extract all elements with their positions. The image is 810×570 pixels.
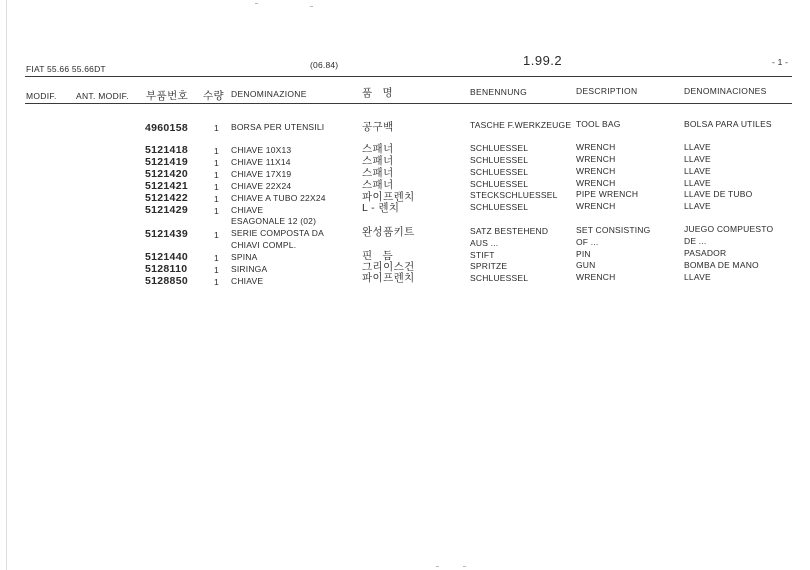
col-quantity-kr: 수량 xyxy=(203,90,225,102)
benennung: STIFT xyxy=(470,250,495,260)
quantity: 1 xyxy=(214,123,219,133)
name-kr: 그리이스건 xyxy=(362,261,415,273)
quantity: 1 xyxy=(214,194,219,204)
scan-speck xyxy=(463,566,466,567)
quantity: 1 xyxy=(214,277,219,287)
part-number: 4960158 xyxy=(145,122,188,134)
denominazione: BORSA PER UTENSILI xyxy=(231,122,325,132)
denominazione: SERIE COMPOSTA DA xyxy=(231,228,324,238)
benennung: SCHLUESSEL xyxy=(470,202,529,212)
part-number: 5121439 xyxy=(145,228,188,240)
name-kr: 파이프렌치 xyxy=(362,191,415,203)
denominacion: LLAVE xyxy=(684,178,711,188)
description: WRENCH xyxy=(576,201,616,211)
denominazione: CHIAVE 11X14 xyxy=(231,157,291,167)
part-number: 5121420 xyxy=(145,168,188,180)
page-left-edge xyxy=(6,0,7,570)
col-name-kr: 품 명 xyxy=(362,87,394,99)
benennung: SCHLUESSEL xyxy=(470,167,529,177)
col-benennung: BENENNUNG xyxy=(470,87,528,97)
quantity: 1 xyxy=(214,206,219,216)
benennung: SCHLUESSEL xyxy=(470,143,529,153)
scan-speck xyxy=(310,6,313,7)
description: WRENCH xyxy=(576,166,616,176)
description-cont: OF ... xyxy=(576,237,599,247)
denominacion: LLAVE xyxy=(684,272,711,282)
part-number: 5121418 xyxy=(145,144,188,156)
name-kr: 스패너 xyxy=(362,143,394,155)
denominacion: BOMBA DE MANO xyxy=(684,260,759,270)
col-denominaciones: DENOMINACIONES xyxy=(684,86,767,96)
denominazione: CHIAVE xyxy=(231,276,264,286)
denominazione: CHIAVE 22X24 xyxy=(231,181,292,191)
name-kr: 완성품키트 xyxy=(362,226,415,238)
name-kr: 핀 듬 xyxy=(362,250,394,262)
name-kr: 파이프렌치 xyxy=(362,272,415,284)
name-kr: 스패너 xyxy=(362,179,394,191)
quantity: 1 xyxy=(214,146,219,156)
quantity: 1 xyxy=(214,158,219,168)
benennung-cont: AUS ... xyxy=(470,238,499,248)
header-rule-top xyxy=(25,76,792,77)
benennung: STECKSCHLUESSEL xyxy=(470,190,558,200)
col-ant-modif: ANT. MODIF. xyxy=(76,91,129,101)
benennung: SPRITZE xyxy=(470,261,508,271)
scan-speck xyxy=(436,566,439,567)
name-kr: 스패너 xyxy=(362,155,394,167)
description: WRENCH xyxy=(576,178,616,188)
denominacion: LLAVE xyxy=(684,201,711,211)
description: WRENCH xyxy=(576,272,616,282)
part-number: 5121422 xyxy=(145,192,188,204)
denominazione: SIRINGA xyxy=(231,264,268,274)
header-rule-bottom xyxy=(25,103,792,104)
part-number: 5121440 xyxy=(145,251,188,263)
denominacion: LLAVE xyxy=(684,154,711,164)
name-kr: 공구백 xyxy=(362,121,394,133)
col-denominazione: DENOMINAZIONE xyxy=(231,89,307,99)
benennung: SCHLUESSEL xyxy=(470,179,529,189)
description: WRENCH xyxy=(576,142,616,152)
denominazione: CHIAVE A TUBO 22X24 xyxy=(231,193,326,203)
denominazione: SPINA xyxy=(231,252,258,262)
benennung: TASCHE F.WERKZEUGE xyxy=(470,120,572,130)
denominazione-cont: CHIAVI COMPL. xyxy=(231,240,297,250)
denominacion-cont: DE ... xyxy=(684,236,707,246)
denominacion: PASADOR xyxy=(684,248,727,258)
part-number: 5121419 xyxy=(145,156,188,168)
revision-date: (06.84) xyxy=(310,60,339,70)
name-kr: 스패너 xyxy=(362,167,394,179)
denominacion: LLAVE DE TUBO xyxy=(684,189,753,199)
part-number: 5128110 xyxy=(145,263,188,275)
quantity: 1 xyxy=(214,265,219,275)
denominacion: LLAVE xyxy=(684,166,711,176)
denominazione-cont: ESAGONALE 12 (02) xyxy=(231,216,317,226)
part-number: 5121421 xyxy=(145,180,188,192)
benennung: SCHLUESSEL xyxy=(470,155,529,165)
denominacion: JUEGO COMPUESTO xyxy=(684,224,774,234)
col-description: DESCRIPTION xyxy=(576,86,638,96)
denominacion: BOLSA PARA UTILES xyxy=(684,119,772,129)
page-number: - 1 - xyxy=(772,57,789,67)
description: PIN xyxy=(576,249,591,259)
quantity: 1 xyxy=(214,230,219,240)
part-number: 5121429 xyxy=(145,204,188,216)
col-part-number-kr: 부품번호 xyxy=(146,90,189,102)
denominacion: LLAVE xyxy=(684,142,711,152)
description: PIPE WRENCH xyxy=(576,189,639,199)
denominazione: CHIAVE 10X13 xyxy=(231,145,292,155)
col-modif: MODIF. xyxy=(26,91,57,101)
denominazione: CHIAVE 17X19 xyxy=(231,169,292,179)
benennung: SATZ BESTEHEND xyxy=(470,226,549,236)
section-number: 1.99.2 xyxy=(523,53,563,68)
description: GUN xyxy=(576,260,596,270)
description: WRENCH xyxy=(576,154,616,164)
name-kr: L - 렌치 xyxy=(362,202,400,214)
description: SET CONSISTING xyxy=(576,225,651,235)
quantity: 1 xyxy=(214,253,219,263)
description: TOOL BAG xyxy=(576,119,621,129)
scan-speck xyxy=(255,3,258,4)
quantity: 1 xyxy=(214,170,219,180)
benennung: SCHLUESSEL xyxy=(470,273,529,283)
part-number: 5128850 xyxy=(145,275,188,287)
denominazione: CHIAVE xyxy=(231,205,264,215)
model-title: FIAT 55.66 55.66DT xyxy=(26,64,106,74)
quantity: 1 xyxy=(214,182,219,192)
